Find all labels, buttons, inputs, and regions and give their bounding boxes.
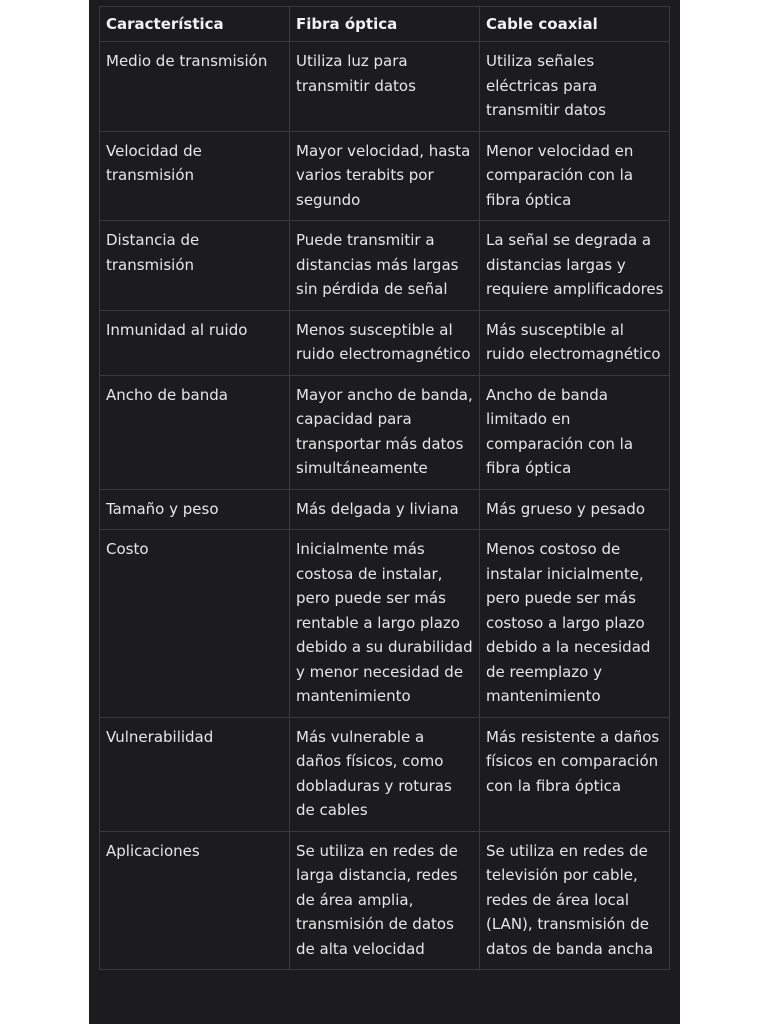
table-row bbox=[100, 717, 670, 831]
row-fiber: Mayor ancho de banda, capacidad para transportar más datos simultáneamente bbox=[290, 375, 480, 489]
row-fiber: Se utiliza en redes de larga distancia, redes de área amplia, transmisión de datos de alta velocidad bbox=[290, 831, 480, 970]
row-coaxial: Más resistente a daños físicos en comparación con la fibra óptica bbox=[480, 717, 670, 831]
table-row bbox=[100, 310, 670, 375]
row-coaxial: Menor velocidad en comparación con la fibra óptica bbox=[480, 131, 670, 221]
header-caracteristica: Característica bbox=[100, 7, 290, 42]
row-coaxial: Ancho de banda limitado en comparación con la fibra óptica bbox=[480, 375, 670, 489]
row-coaxial: La señal se degrada a distancias largas y requiere amplificadores bbox=[480, 221, 670, 311]
header-cable-coaxial: Cable coaxial bbox=[480, 7, 670, 42]
row-coaxial: Utiliza señales eléctricas para transmitir datos bbox=[480, 42, 670, 132]
row-fiber: Inicialmente más costosa de instalar, pero puede ser más rentable a largo plazo debido a su durabilidad y menor necesidad de mantenimiento bbox=[290, 530, 480, 718]
row-coaxial: Más grueso y pesado bbox=[480, 489, 670, 530]
row-coaxial: Menos costoso de instalar inicialmente, pero puede ser más costoso a largo plazo debido a la necesidad de reemplazo y mantenimiento bbox=[480, 530, 670, 718]
table-row bbox=[100, 831, 670, 970]
table-row bbox=[100, 42, 670, 132]
header-fibra-optica: Fibra óptica bbox=[290, 7, 480, 42]
screenshot-frame bbox=[89, 0, 680, 1024]
row-coaxial: Se utiliza en redes de televisión por cable, redes de área local (LAN), transmisión de datos de banda ancha bbox=[480, 831, 670, 970]
comparison-table bbox=[99, 6, 670, 970]
table-header-row bbox=[100, 7, 670, 42]
row-fiber: Utiliza luz para transmitir datos bbox=[290, 42, 480, 132]
table-row bbox=[100, 375, 670, 489]
row-characteristic: Distancia de transmisión bbox=[100, 221, 290, 311]
table-row bbox=[100, 530, 670, 718]
row-fiber: Puede transmitir a distancias más largas sin pérdida de señal bbox=[290, 221, 480, 311]
row-fiber: Menos susceptible al ruido electromagnético bbox=[290, 310, 480, 375]
row-characteristic: Inmunidad al ruido bbox=[100, 310, 290, 375]
table-row bbox=[100, 221, 670, 311]
row-characteristic: Vulnerabilidad bbox=[100, 717, 290, 831]
table-row bbox=[100, 131, 670, 221]
table-row bbox=[100, 489, 670, 530]
row-characteristic: Velocidad de transmisión bbox=[100, 131, 290, 221]
row-characteristic: Tamaño y peso bbox=[100, 489, 290, 530]
row-characteristic: Ancho de banda bbox=[100, 375, 290, 489]
row-coaxial: Más susceptible al ruido electromagnético bbox=[480, 310, 670, 375]
row-characteristic: Costo bbox=[100, 530, 290, 718]
row-characteristic: Medio de transmisión bbox=[100, 42, 290, 132]
row-fiber: Más delgada y liviana bbox=[290, 489, 480, 530]
row-characteristic: Aplicaciones bbox=[100, 831, 290, 970]
row-fiber: Más vulnerable a daños físicos, como dobladuras y roturas de cables bbox=[290, 717, 480, 831]
row-fiber: Mayor velocidad, hasta varios terabits por segundo bbox=[290, 131, 480, 221]
